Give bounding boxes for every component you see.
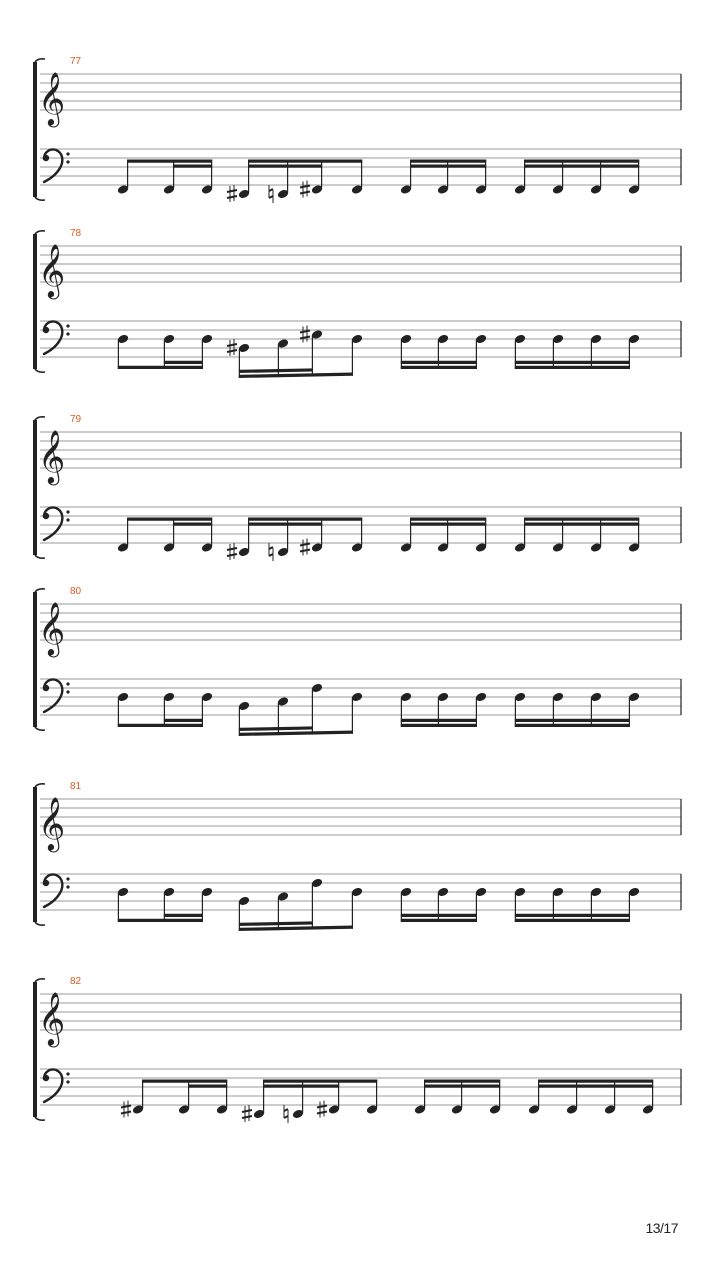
treble-staff (40, 994, 681, 1030)
natural-icon (269, 543, 273, 561)
beam (515, 719, 630, 722)
beamed-note-group (227, 518, 363, 562)
beam (401, 914, 477, 917)
treble-clef-icon: 𝄞 (38, 796, 66, 850)
beam (239, 731, 353, 736)
beam (515, 919, 630, 922)
treble-staff (40, 246, 681, 282)
bass-clef-icon (43, 874, 70, 907)
beam (164, 361, 203, 364)
measure-number: 79 (70, 414, 82, 425)
beamed-note-group (400, 160, 488, 195)
beam (424, 1080, 500, 1083)
beam (164, 914, 203, 917)
beam (263, 1085, 339, 1088)
page-indicator: 13/17 (645, 1220, 678, 1236)
measure-number: 78 (70, 228, 82, 239)
system-3 (33, 414, 681, 561)
beam (524, 518, 639, 521)
sharp-icon (227, 185, 237, 202)
beam (239, 373, 353, 378)
beam (248, 518, 362, 521)
beam (263, 1080, 377, 1083)
sharp-icon (227, 543, 237, 560)
beam (515, 914, 630, 917)
treble-staff (40, 604, 681, 640)
bass-clef-icon (43, 1069, 70, 1102)
beam (538, 1080, 653, 1083)
beam (424, 1085, 500, 1088)
beam (173, 165, 212, 168)
measure-number: 81 (70, 781, 82, 792)
bass-clef-icon (43, 149, 70, 182)
beamed-note-group (514, 160, 641, 195)
sharp-icon (317, 1101, 327, 1118)
beam (401, 719, 477, 722)
system-1 (33, 56, 681, 203)
beam (142, 1080, 227, 1083)
beam (164, 719, 203, 722)
bass-clef-icon (43, 507, 70, 540)
treble-staff (40, 432, 681, 468)
beam (173, 523, 212, 526)
beam (401, 724, 477, 727)
beamed-note-group (227, 160, 363, 204)
bass-clef-icon (43, 321, 70, 354)
beamed-note-group (238, 878, 364, 931)
treble-clef-icon: 𝄞 (38, 243, 66, 297)
beam (515, 724, 630, 727)
system-4 (33, 586, 681, 736)
beam (239, 926, 353, 931)
beam (127, 160, 212, 163)
beam (524, 523, 639, 526)
beamed-note-group (227, 326, 363, 379)
beamed-note-group (117, 160, 214, 195)
system-6 (33, 976, 681, 1123)
beam (538, 1085, 653, 1088)
sharp-icon (121, 1101, 131, 1118)
beam (118, 366, 203, 369)
beamed-note-group (242, 1080, 378, 1124)
system-5 (33, 781, 681, 931)
sharp-icon (300, 181, 310, 198)
beamed-note-group (121, 1080, 228, 1118)
beam (248, 165, 322, 168)
beam (248, 160, 362, 163)
beamed-note-group (117, 518, 214, 553)
beamed-note-group (528, 1080, 655, 1115)
beam (239, 726, 313, 731)
beam (239, 921, 313, 926)
system-2 (33, 228, 681, 378)
beamed-note-group (514, 518, 641, 553)
beam (410, 165, 486, 168)
beam (524, 165, 639, 168)
beam (524, 160, 639, 163)
treble-clef-icon: 𝄞 (38, 429, 66, 483)
beam (515, 366, 630, 369)
sharp-icon (242, 1105, 252, 1122)
beam (127, 518, 212, 521)
bass-clef-icon (43, 679, 70, 712)
beam (188, 1085, 227, 1088)
beam (401, 366, 477, 369)
beam (239, 368, 313, 373)
sharp-icon (300, 539, 310, 556)
beam (118, 919, 203, 922)
measure-number: 80 (70, 586, 82, 597)
treble-clef-icon: 𝄞 (38, 991, 66, 1045)
treble-clef-icon: 𝄞 (38, 71, 66, 125)
measure-number: 77 (70, 56, 82, 67)
beam (118, 724, 203, 727)
beamed-note-group (400, 518, 488, 553)
sharp-icon (300, 326, 310, 343)
beamed-note-group (414, 1080, 502, 1115)
beam (410, 518, 486, 521)
beam (401, 919, 477, 922)
beam (248, 523, 322, 526)
beam (410, 523, 486, 526)
measure-number: 82 (70, 976, 82, 987)
beam (401, 361, 477, 364)
natural-icon (269, 185, 273, 203)
natural-icon (284, 1105, 288, 1123)
beamed-note-group (238, 683, 364, 736)
treble-staff (40, 799, 681, 835)
beam (410, 160, 486, 163)
treble-clef-icon: 𝄞 (38, 601, 66, 655)
beam (515, 361, 630, 364)
treble-staff (40, 74, 681, 110)
